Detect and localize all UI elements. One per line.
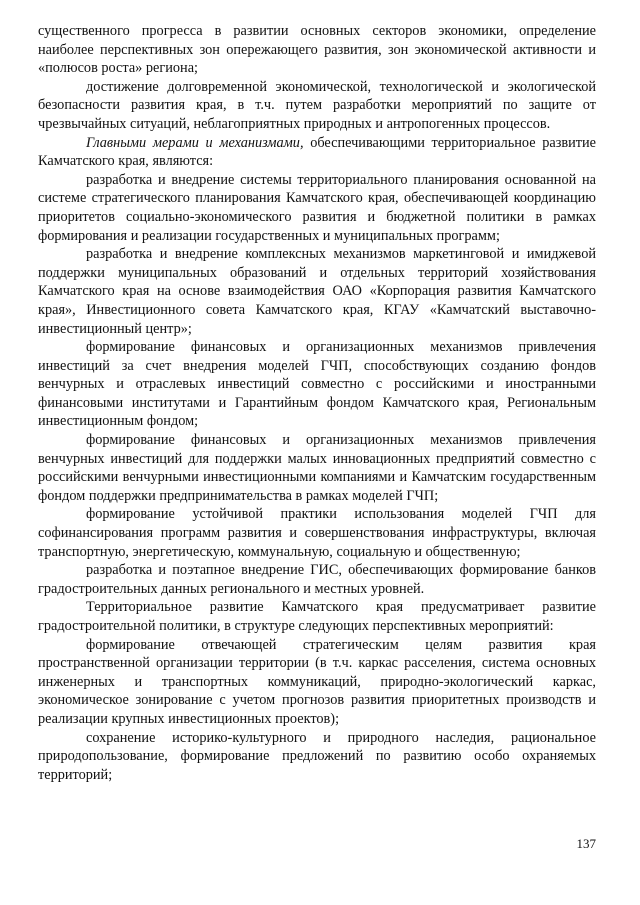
- paragraph-10: Территориальное развитие Камчатского края предусматривает развитие градостроительной политики, в структуре следующих перспективных мероприятий:: [38, 599, 596, 634]
- page-number: 137: [576, 836, 596, 851]
- paragraph-4: разработка и внедрение системы территориального планирования основанной на системе стратегического планирования Камчатского края, обеспечивающей координацию приоритетов социально-экономического развития и бюджетной политики в рамках формирования и реализации государственных и муниципальных программ;: [38, 171, 596, 244]
- paragraph-11: формирование отвечающей стратегическим целям развития края пространственной организации территории (в т.ч. каркас расселения, система основных инженерных и транспортных коммуникаций, природно-экологический каркас, экономическое зонирование с учетом прогнозов развития приоритетных производств и реализации крупных инвестиционных проектов);: [38, 636, 596, 727]
- paragraph-8: формирование устойчивой практики использования моделей ГЧП для софинансирования программ развития и совершенствования инфраструктуры, включая транспортную, энергетическую, коммунальную, социальную и общественную;: [38, 506, 596, 560]
- paragraph-12: сохранение историко-культурного и природного наследия, рациональное природопользование, формирование предложений по развитию особо охраняемых территорий;: [38, 729, 596, 783]
- paragraph-9: разработка и поэтапное внедрение ГИС, обеспечивающих формирование банков градостроительных данных регионального и местных уровней.: [38, 562, 596, 597]
- paragraph-3: [38, 134, 596, 171]
- paragraph-3-rest: обеспечивающими территориальное развитие Камчатского края, являются:: [38, 134, 597, 170]
- paragraph-6: формирование финансовых и организационных механизмов привлечения инвестиций за счет внедрения моделей ГЧП, способствующих созданию фондов венчурных и отраслевых инвестиций совместно с российскими и иностранными финансовыми институтами и Гарантийным фондом Камчатского края, Региональным инвестиционным фондом;: [38, 339, 596, 430]
- paragraph-5: разработка и внедрение комплексных механизмов маркетинговой и имиджевой поддержки муниципальных образований и отдельных территорий хозяйствования Камчатского края на основе взаимодействия ОАО «Корпорация развития Камчатского края», Инвестиционного совета Камчатского края, КГАУ «Камчатский выставочно-инвестиционный центр»;: [38, 246, 596, 337]
- paragraph-7: формирование финансовых и организационных механизмов привлечения венчурных инвестиций для поддержки малых инновационных предприятий совместно с российскими венчурными инвестиционными компаниями и Камчатским государственным фондом поддержки предпринимательства в рамках моделей ГЧП;: [38, 432, 596, 504]
- paragraph-2: достижение долговременной экономической, технологической и экологической безопасности развития края, в т.ч. путем разработки мероприятий по защите от чрезвычайных ситуаций, неблагоприятных природных и антропогенных процессов.: [38, 78, 596, 132]
- document-page: [38, 22, 596, 784]
- paragraph-1: существенного прогресса в развитии основных секторов экономики, определение наиболее перспективных зон опережающего развития, зон экономической активности и «полюсов роста» региона;: [38, 23, 596, 77]
- italic-lead-phrase: Главными мерами и механизмами,: [86, 134, 304, 151]
